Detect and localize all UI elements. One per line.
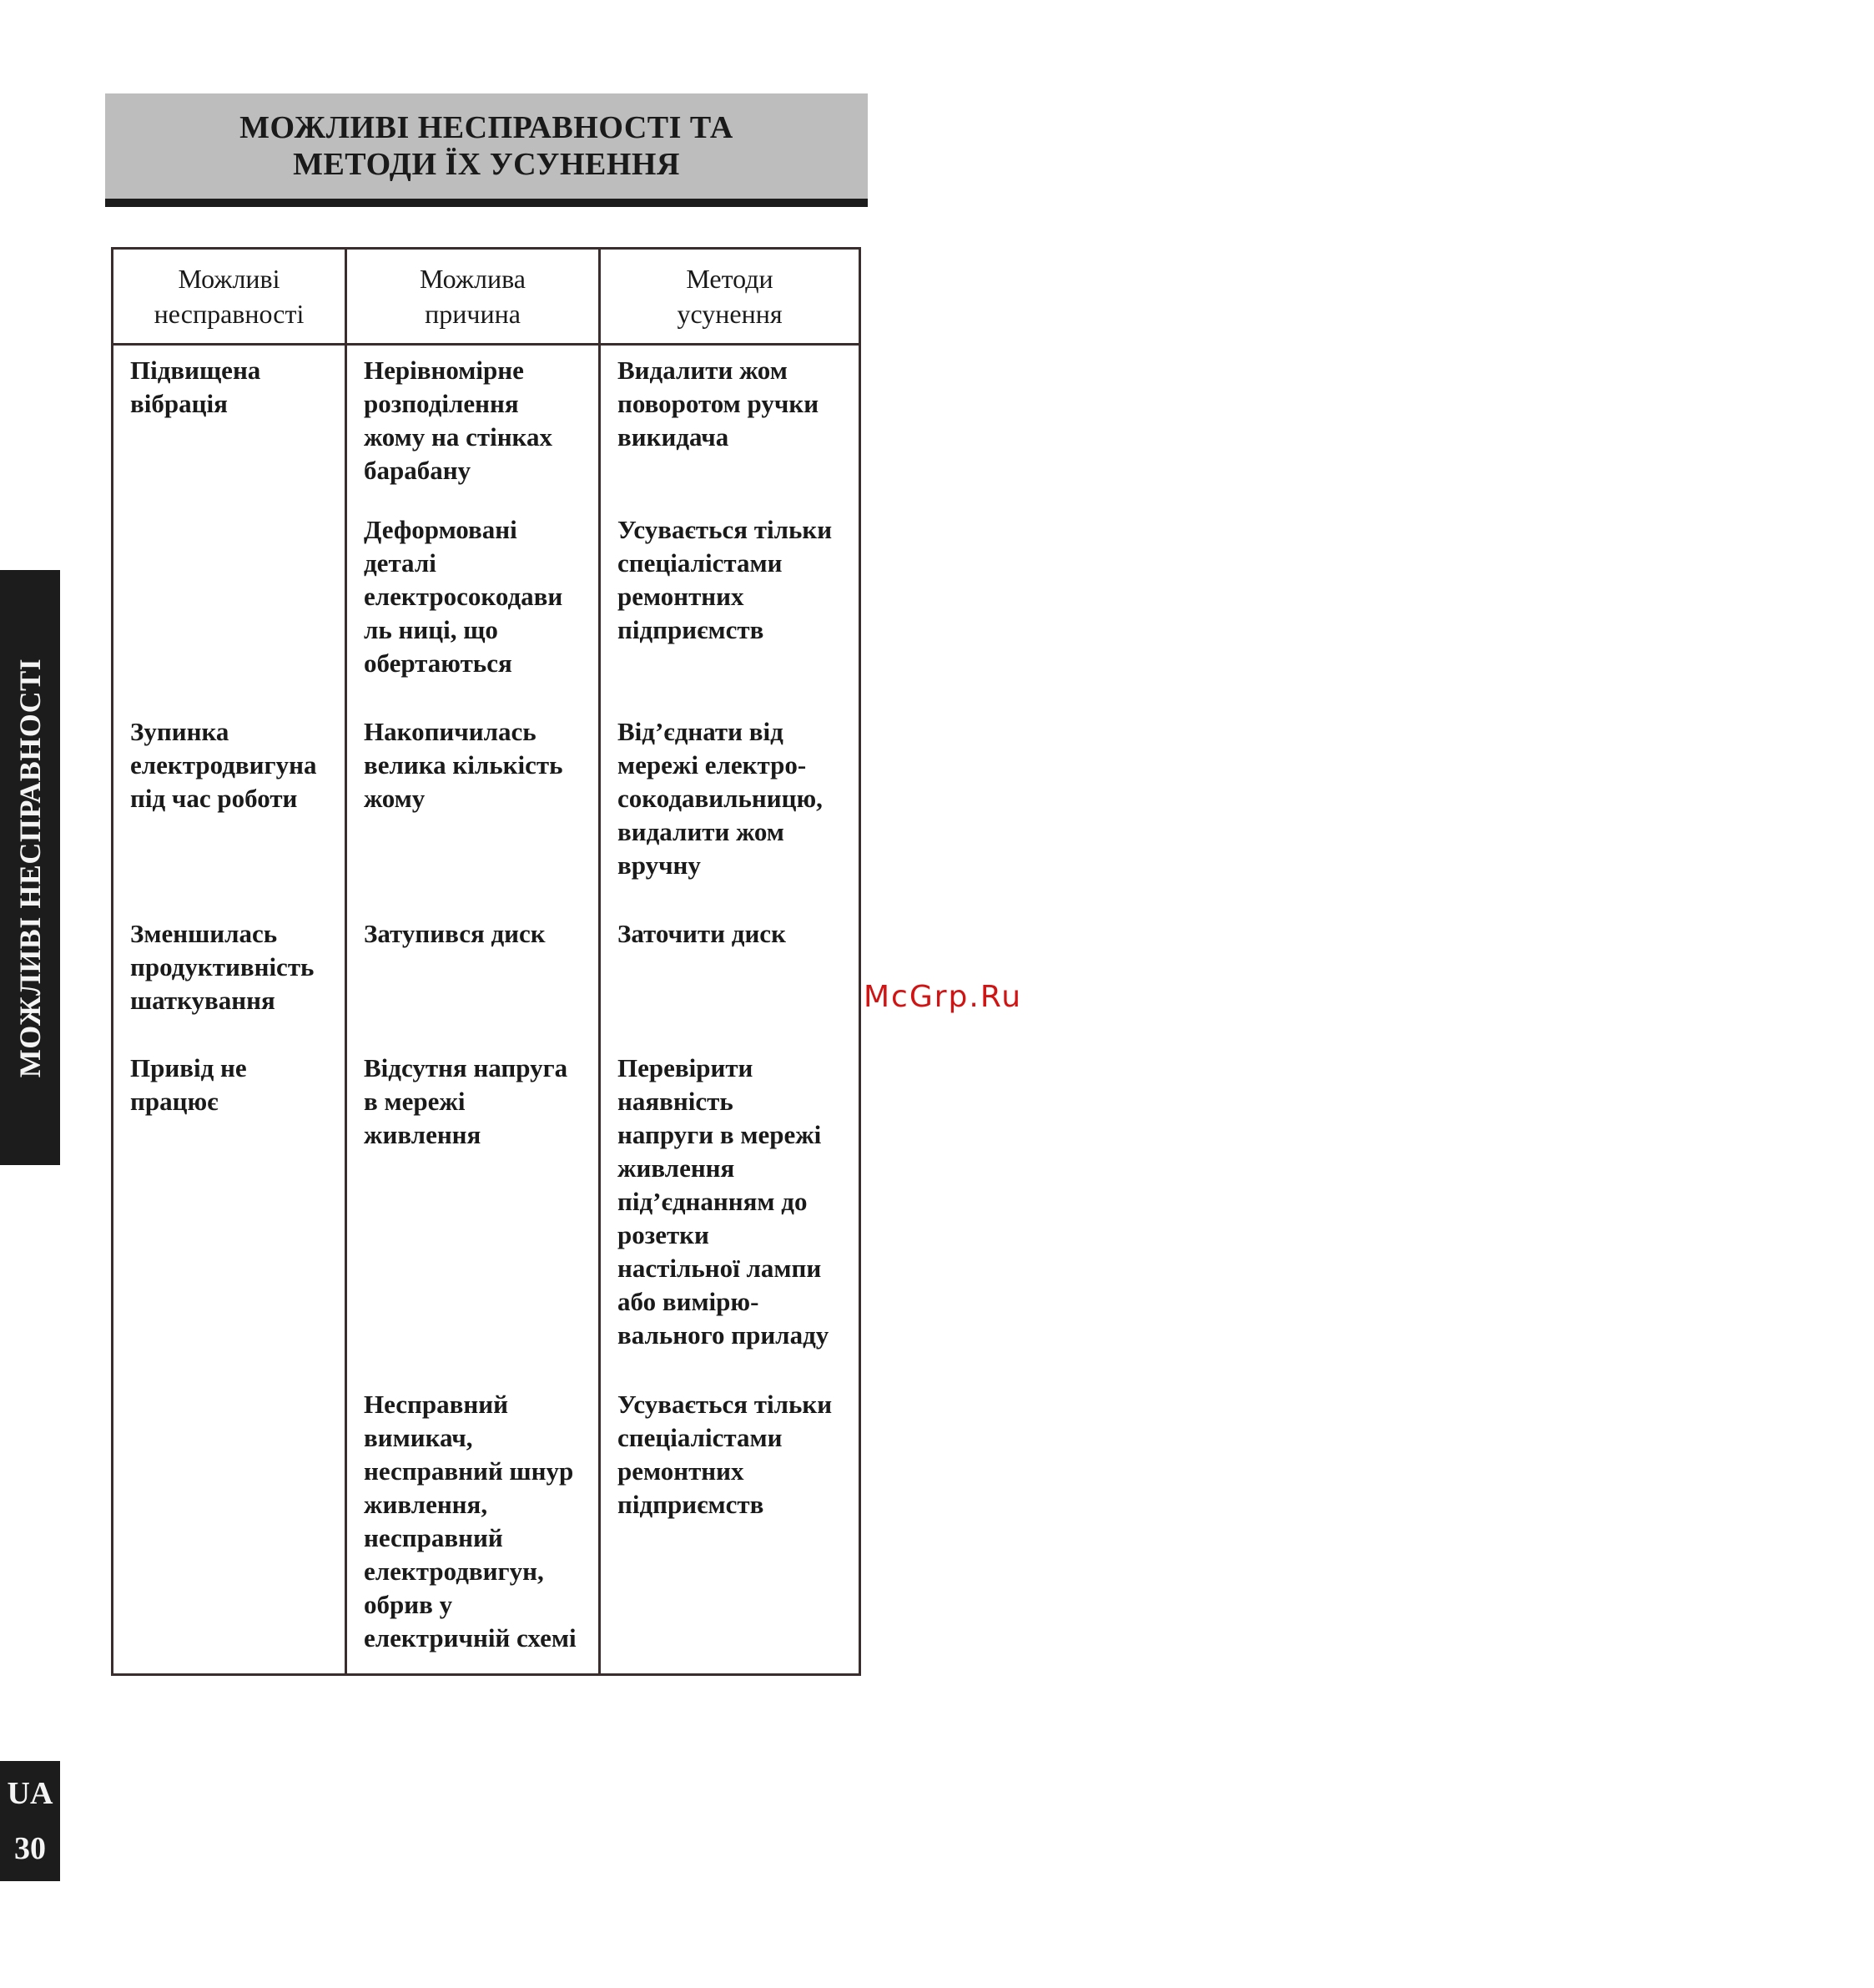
table-row (113, 917, 860, 1052)
remedy-text: Усувається тільки спеціалістами ремонтних підприємств (617, 515, 833, 645)
remedy-cell (600, 513, 860, 715)
fault-cell (113, 345, 346, 514)
page-number: 30 (14, 1831, 46, 1866)
troubleshooting-table-container (111, 247, 859, 1676)
fault-text: Підвищена вібрація (130, 356, 261, 418)
table-header-row (113, 249, 860, 345)
header-remedy-label: Методи усунення (677, 264, 783, 329)
cause-cell (346, 917, 600, 1052)
fault-text: Привід не працює (130, 1052, 247, 1116)
cause-text: Накопичилась велика кількість жому (364, 717, 563, 814)
remedy-text: Усувається тільки спеціалістами ремонтних підприємств (617, 1389, 833, 1519)
watermark: McGrp.Ru (864, 980, 1023, 1014)
cause-cell (346, 513, 600, 715)
table-row (113, 345, 860, 514)
table-row (113, 715, 860, 917)
remedy-text: Перевірити наявність напруги в мережі живлення під’єднанням до розетки настільної лампи або вимірю- вального приладу (617, 1052, 829, 1350)
cause-cell (346, 715, 600, 917)
fault-cell (113, 1388, 346, 1675)
remedy-cell (600, 1388, 860, 1675)
table-row (113, 1052, 860, 1388)
cause-text: Несправний вимикач, несправний шнур живлення, несправний електродвигун, обрив у електричній схемі (364, 1389, 577, 1652)
header-remedy (600, 249, 860, 345)
section-side-tab (0, 570, 60, 1165)
table-row (113, 513, 860, 715)
header-cause (346, 249, 600, 345)
remedy-cell (600, 715, 860, 917)
cause-cell (346, 1052, 600, 1388)
fault-cell (113, 917, 346, 1052)
remedy-cell (600, 1052, 860, 1388)
header-cause-label: Можлива причина (420, 264, 526, 329)
fault-cell (113, 715, 346, 917)
section-title-line-2: МЕТОДИ ЇХ УСУНЕННЯ (293, 147, 680, 182)
fault-cell (113, 513, 346, 715)
cause-text: Відсутня напруга в мережі живлення (364, 1052, 568, 1149)
cause-text: Нерівномірне розподілення жому на стінках барабану (364, 356, 552, 485)
remedy-text: Від’єднати від мережі електро- сокодавильницю, видалити жом вручну (617, 717, 823, 880)
fault-text: Зменшилась продуктивність шаткування (130, 918, 315, 1015)
language-code: UA (7, 1776, 53, 1811)
remedy-text: Заточити диск (617, 918, 786, 948)
header-faults (113, 249, 346, 345)
remedy-text: Видалити жом поворотом ручки викидача (617, 356, 819, 452)
section-title-line-1: МОЖЛИВІ НЕСПРАВНОСТІ ТА (239, 110, 733, 145)
header-faults-label: Можливі несправності (154, 264, 305, 329)
section-title (105, 93, 868, 207)
cause-cell (346, 345, 600, 514)
cause-cell (346, 1388, 600, 1675)
cause-text: Затупився диск (364, 918, 546, 948)
troubleshooting-table (111, 247, 861, 1676)
side-tab-label: МОЖЛИВІ НЕСПРАВНОСТІ (13, 658, 47, 1077)
remedy-cell (600, 917, 860, 1052)
cause-text: Деформовані деталі електросокодави ль ниці, що обертаються (364, 515, 563, 679)
fault-cell (113, 1052, 346, 1388)
remedy-cell (600, 345, 860, 514)
language-page-badge (0, 1761, 60, 1881)
table-row (113, 1388, 860, 1675)
fault-text: Зупинка електродвигуна під час роботи (130, 717, 317, 814)
